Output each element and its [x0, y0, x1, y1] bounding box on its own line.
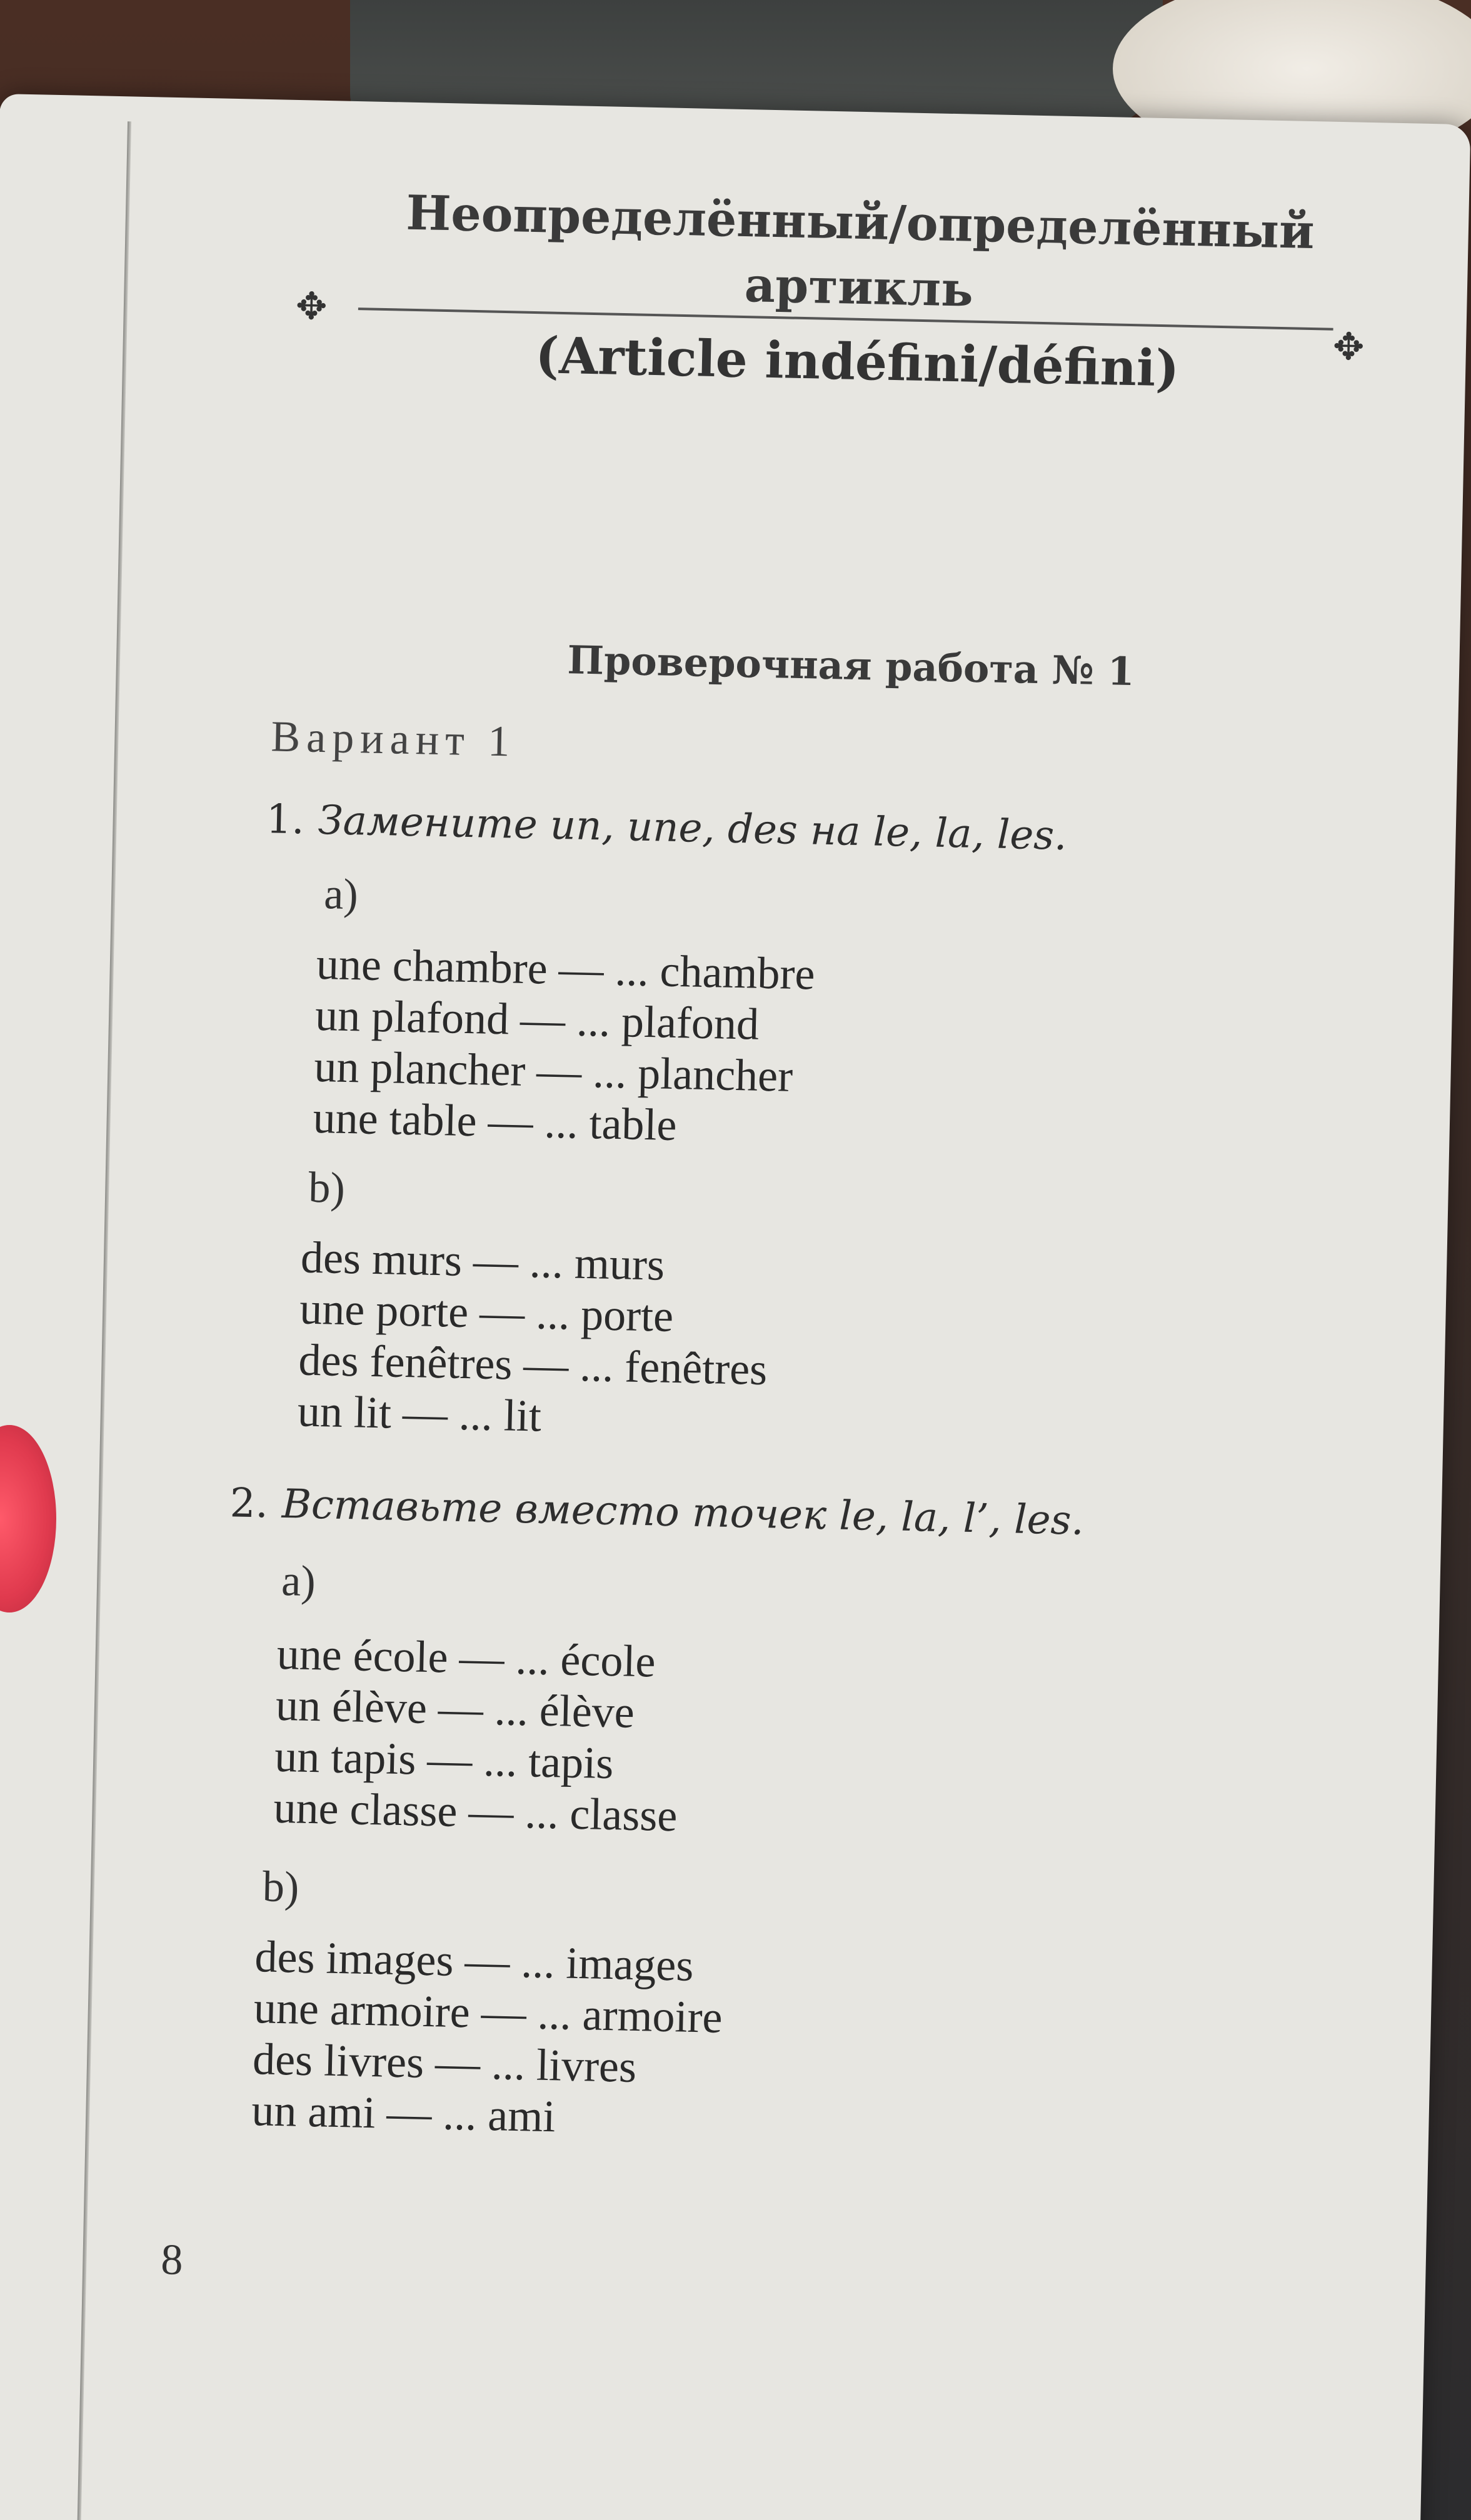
- chapter-title-ru: [327, 179, 1392, 331]
- task1-b-list: [297, 1231, 770, 1446]
- ornament-right-icon: ✥: [1332, 324, 1365, 369]
- chapter-title-ru-line1: Неопределённый/определённый: [405, 184, 1315, 260]
- list-item: une table — ... table: [312, 1092, 678, 1151]
- task2-instruction: Вставьте вместо точек le, la, l’, les.: [281, 1481, 1085, 1544]
- list-item: une classe — ... classe: [273, 1782, 678, 1841]
- task2-a-list: [273, 1628, 681, 1841]
- list-item: une armoire — ... armoire: [253, 1982, 723, 2042]
- list-item: une chambre — ... chambre: [316, 938, 816, 999]
- list-item: une porte — ... porte: [299, 1283, 674, 1341]
- task2-a-label: a): [281, 1556, 316, 1606]
- chapter-title-fr: (Article indéfini/défini): [535, 326, 1180, 398]
- task1-number: 1.: [266, 796, 305, 844]
- list-item: un lit — ... lit: [297, 1386, 542, 1441]
- book-page: [0, 94, 1470, 2520]
- list-item: un ami — ... ami: [251, 2085, 556, 2142]
- task1-heading: [266, 796, 1067, 859]
- list-item: un plafond — ... plafond: [314, 989, 760, 1049]
- task1-a-label: a): [323, 870, 359, 919]
- list-item: un élève — ... élève: [275, 1679, 635, 1738]
- task2-b-list: [251, 1931, 724, 2146]
- list-item: des images — ... images: [254, 1931, 695, 1991]
- list-item: un plancher — ... plancher: [313, 1041, 793, 1101]
- task2-number: 2.: [229, 1480, 269, 1528]
- test-heading: Проверочная работа № 1: [566, 637, 1135, 695]
- page-content: [0, 94, 1470, 2520]
- task2-b-label: b): [262, 1862, 300, 1912]
- variant-label: Вариант 1: [270, 712, 517, 766]
- list-item: des murs — ... murs: [300, 1232, 665, 1290]
- task1-instruction: Замените un, une, des на le, la, les.: [318, 797, 1068, 859]
- page-number: 8: [160, 2236, 184, 2284]
- chapter-title-ru-line2: артикль: [743, 257, 974, 318]
- task1-b-label: b): [308, 1163, 346, 1212]
- list-item: des fenêtres — ... fenêtres: [298, 1334, 768, 1395]
- task2-heading: [229, 1480, 1084, 1544]
- ornament-left-icon: ✥: [295, 284, 328, 329]
- list-item: un tapis — ... tapis: [274, 1731, 615, 1789]
- list-item: une école — ... école: [276, 1628, 656, 1687]
- task1-a-list: [313, 938, 815, 1154]
- list-item: des livres — ... livres: [252, 2034, 637, 2092]
